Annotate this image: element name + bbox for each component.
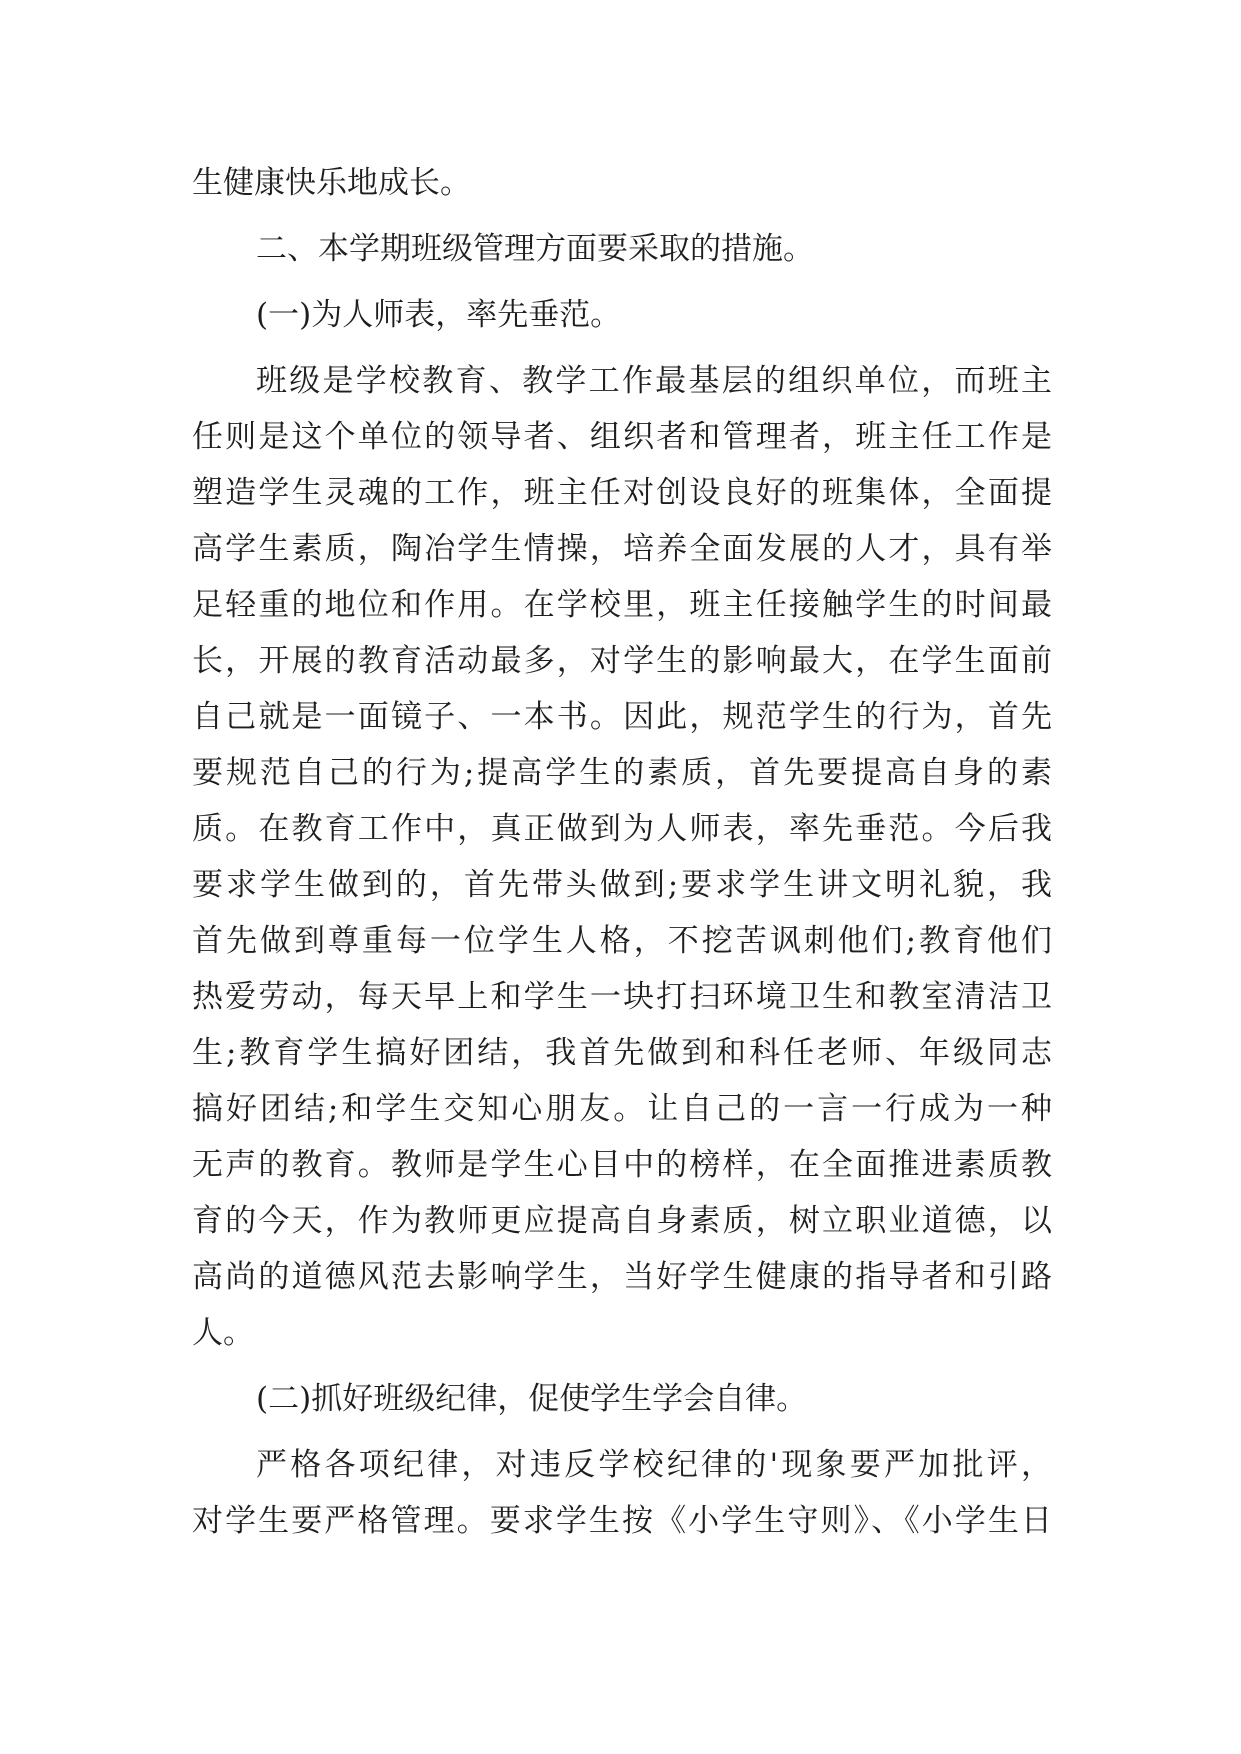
paragraph-line: 育的今天，作为教师更应提高自身素质，树立职业道德，以 [192,1203,1052,1239]
paragraph-line: 长，开展的教育活动最多，对学生的影响最大，在学生面前 [192,643,1052,679]
paragraph-line: 要求学生做到的，首先带头做到;要求学生讲文明礼貌，我 [192,867,1052,903]
paragraph-line: 人。 [192,1315,254,1351]
paragraph-line: 要规范自己的行为;提高学生的素质，首先要提高自身的素 [192,755,1052,791]
paragraph-line: 对学生要严格管理。要求学生按《小学生守则》、《小学生日 [192,1503,1052,1539]
section-heading: 二、本学期班级管理方面要采取的措施。 [256,231,814,267]
paragraph-line: 热爱劳动，每天早上和学生一块打扫环境卫生和教室清洁卫 [192,979,1052,1015]
subsection-heading: (二)抓好班级纪律，促使学生学会自律。 [256,1381,808,1417]
paragraph-line: 自己就是一面镜子、一本书。因此，规范学生的行为，首先 [192,699,1052,735]
paragraph-line: 生;教育学生搞好团结，我首先做到和科任老师、年级同志 [192,1035,1052,1071]
text-line: 生健康快乐地成长。 [192,165,471,201]
subsection-heading: (一)为人师表，率先垂范。 [256,297,622,333]
paragraph-line: 班级是学校教育、教学工作最基层的组织单位，而班主 [256,363,1052,399]
paragraph-line: 塑造学生灵魂的工作，班主任对创设良好的班集体，全面提 [192,475,1052,511]
paragraph-line: 无声的教育。教师是学生心目中的榜样，在全面推进素质教 [192,1147,1052,1183]
paragraph-line: 高尚的道德风范去影响学生，当好学生健康的指导者和引路 [192,1259,1052,1295]
paragraph-line: 严格各项纪律，对违反学校纪律的'现象要严加批评， [256,1447,1052,1483]
paragraph-line: 搞好团结;和学生交知心朋友。让自己的一言一行成为一种 [192,1091,1052,1127]
paragraph-line: 首先做到尊重每一位学生人格，不挖苦讽刺他们;教育他们 [192,923,1052,959]
paragraph-line: 高学生素质，陶冶学生情操，培养全面发展的人才，具有举 [192,531,1052,567]
paragraph-line: 质。在教育工作中，真正做到为人师表，率先垂范。今后我 [192,811,1052,847]
paragraph-line: 任则是这个单位的领导者、组织者和管理者，班主任工作是 [192,419,1052,455]
paragraph-line: 足轻重的地位和作用。在学校里，班主任接触学生的时间最 [192,587,1052,623]
